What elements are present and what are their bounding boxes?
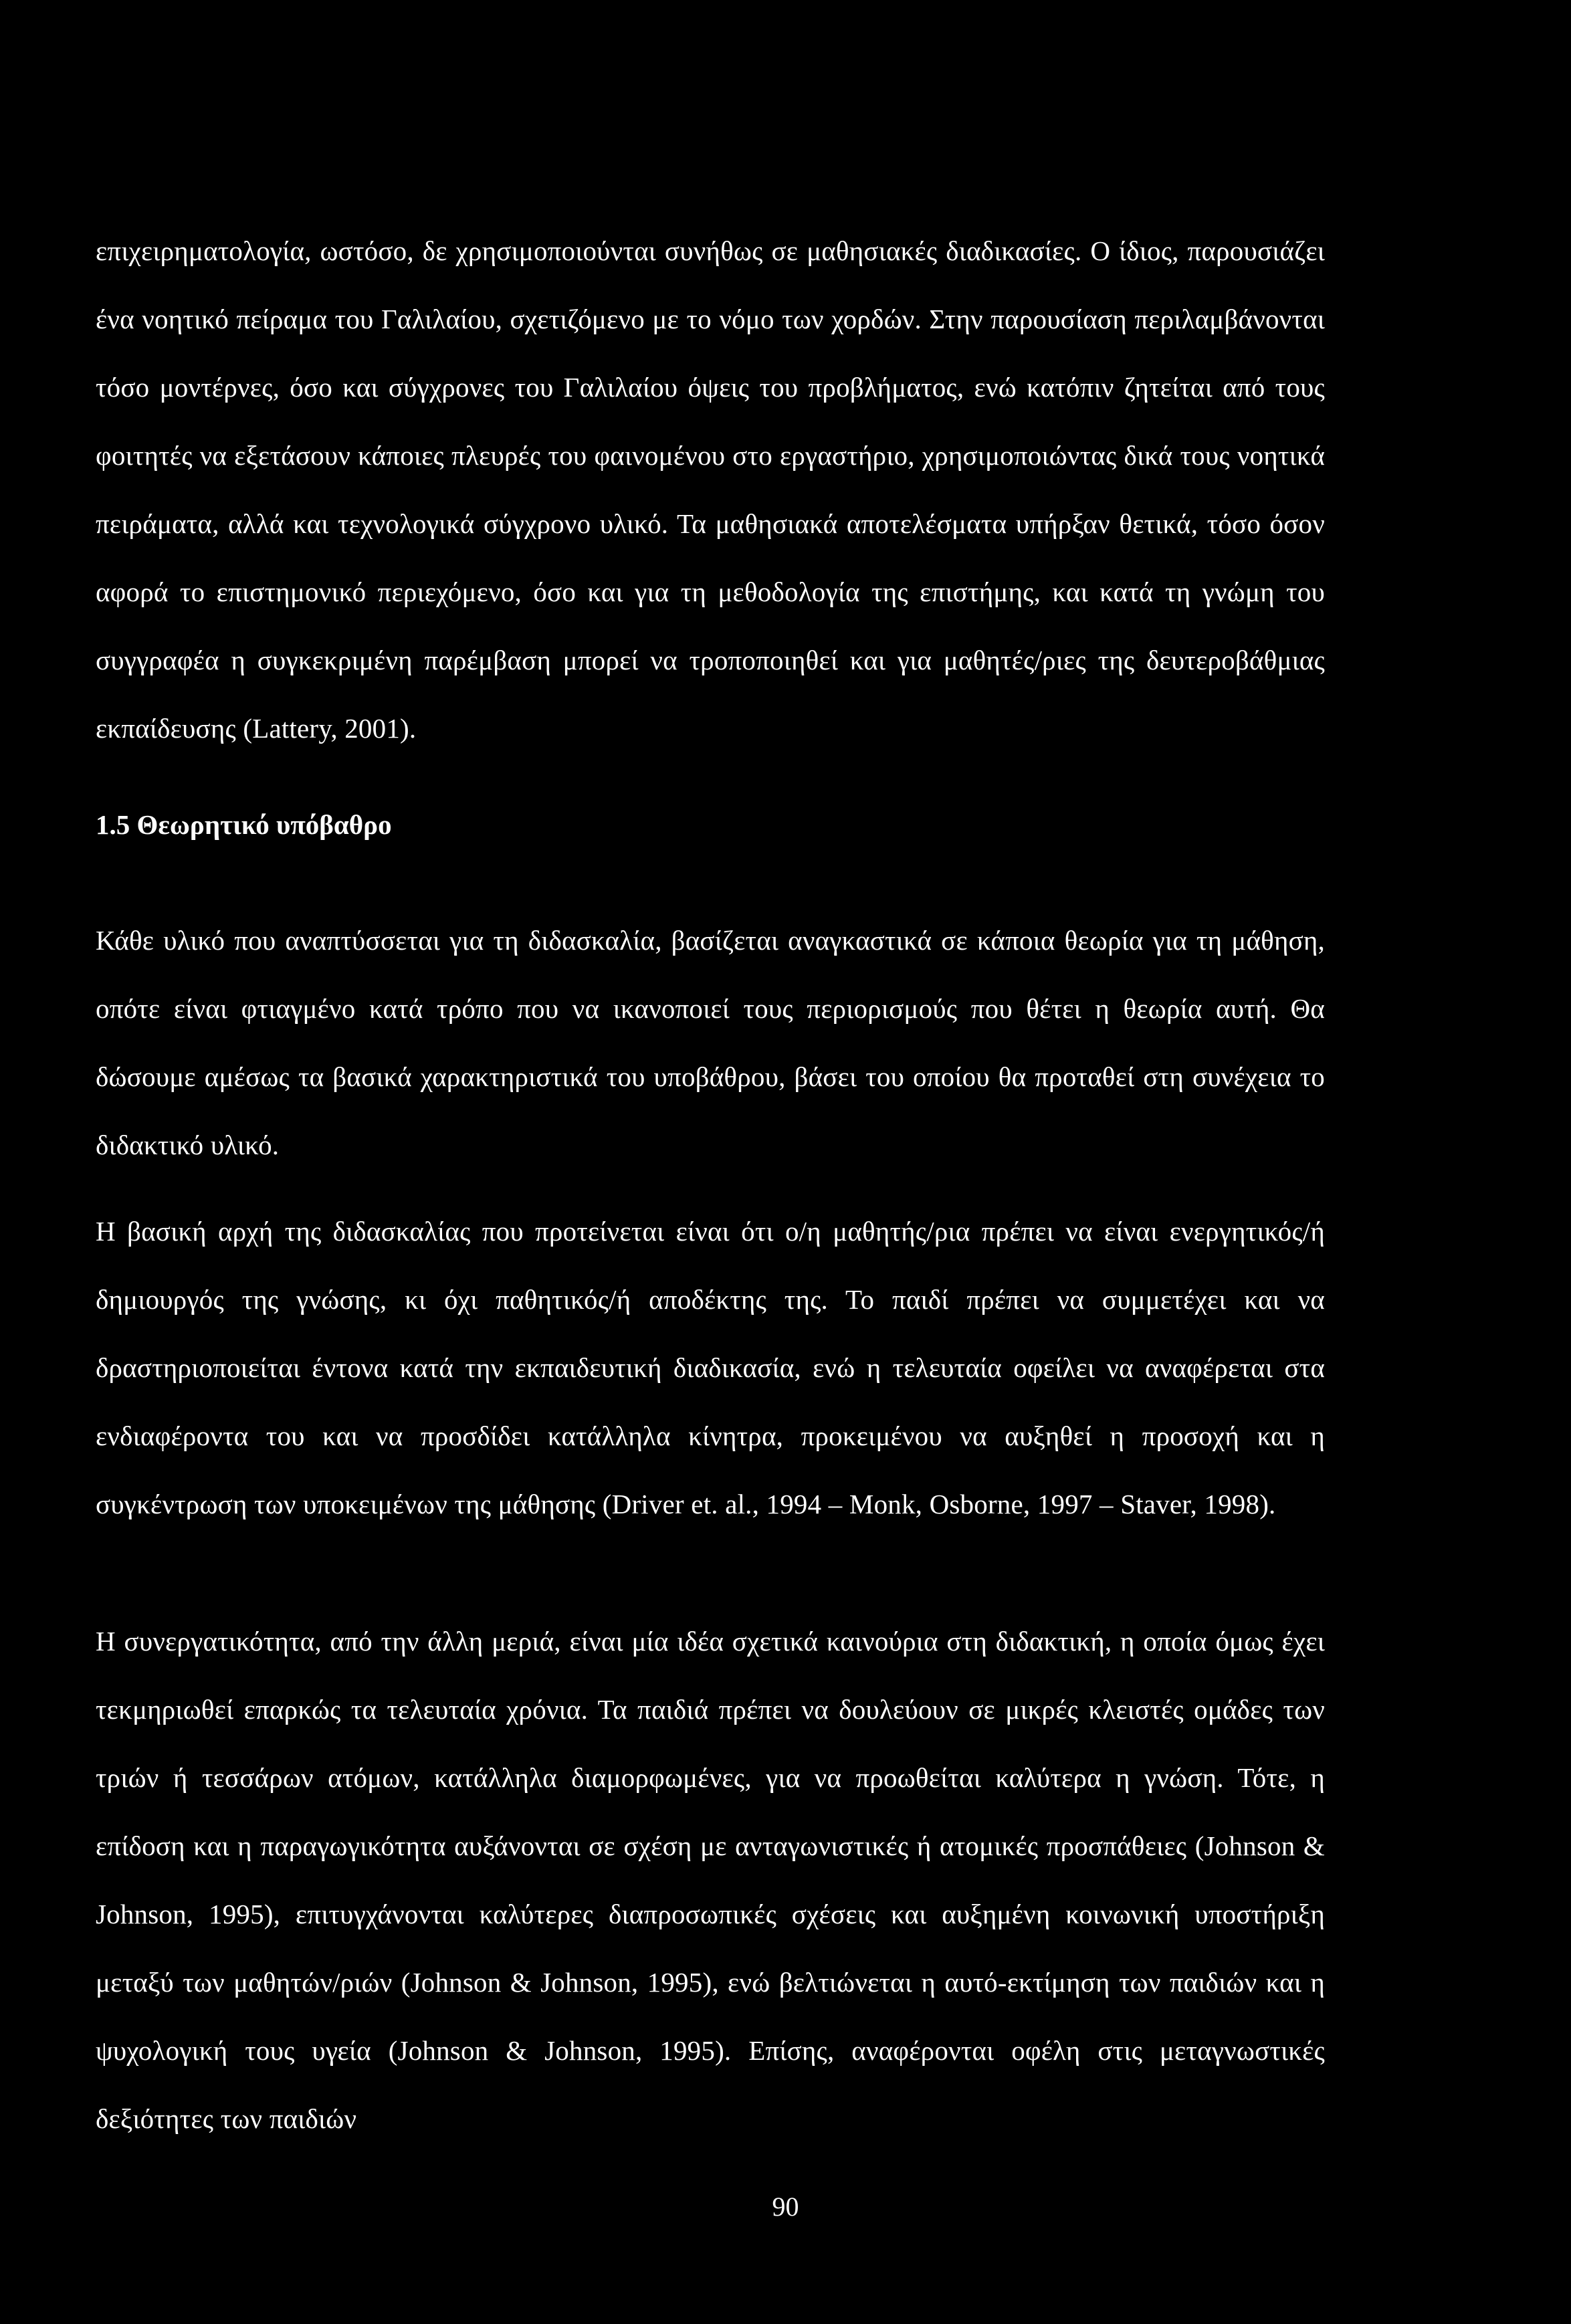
section-heading: 1.5 Θεωρητικό υπόβαθρο	[96, 809, 392, 840]
page-number: 90	[772, 2192, 799, 2222]
continuation-paragraph: επιχειρηματολογία, ωστόσο, δε χρησιμοποιούνται συνήθως σε μαθησιακές διαδικασίες. Ο ίδιος, παρουσιάζει ένα νοητικό πείραμα του Γαλιλαίου, σχετιζόμενο με το νόμο των χορδών. Στην παρουσίαση περιλαμβάνονται τόσο μοντέρνες, όσο και σύγχρονες του Γαλιλαίου όψεις του προβλήματος, ενώ κατόπιν ζητείται από τους φοιτητές να εξετάσουν κάποιες πλευρές του φαινομένου στο εργαστήριο, χρησιμοποιώντας δικά τους νοητικά πειράματα, αλλά και τεχνολογικά σύγχρονο υλικό. Τα μαθησιακά αποτελέσματα υπήρξαν θετικά, τόσο όσον αφορά το επιστημονικό περιεχόμενο, όσο και για τη μεθοδολογία της επιστήμης, και κατά τη γνώμη του συγγραφέα η συγκεκριμένη παρέμβαση μπορεί να τροποποιηθεί και για μαθητές/ριες της δευτεροβάθμιας εκπαίδευσης (Lattery, 2001).	[96, 235, 1325, 744]
body-paragraph: Η συνεργατικότητα, από την άλλη μεριά, είναι μία ιδέα σχετικά καινούρια στη διδακτική, η οποία όμως έχει τεκμηριωθεί επαρκώς τα τελευταία χρόνια. Τα παιδιά πρέπει να δουλεύουν σε μικρές κλειστές ομάδες των τριών ή τεσσάρων ατόμων, κατάλληλα διαμορφωμένες, για να προωθείται καλύτερα η γνώση. Τότε, η επίδοση και η παραγωγικότητα αυξάνονται σε σχέση με ανταγωνιστικές ή ατομικές προσπάθειες (Johnson & Johnson, 1995), επιτυγχάνονται καλύτερες διαπροσωπικές σχέσεις και αυξημένη κοινωνική υποστήριξη μεταξύ των μαθητών/ριών (Johnson & Johnson, 1995), ενώ βελτιώνεται η αυτό-εκτίμηση των παιδιών και η ψυχολογική τους υγεία (Johnson & Johnson, 1995). Επίσης, αναφέρονται οφέλη στις μεταγνωστικές δεξιότητες των παιδιών	[96, 1626, 1325, 2134]
body-paragraph: Κάθε υλικό που αναπτύσσεται για τη διδασκαλία, βασίζεται αναγκαστικά σε κάποια θεωρία για τη μάθηση, οπότε είναι φτιαγμένο κατά τρόπο που να ικανοποιεί τους περιορισμούς που θέτει η θεωρία αυτή. Θα δώσουμε αμέσως τα βασικά χαρακτηριστικά του υποβάθρου, βάσει του οποίου θα προταθεί στη συνέχεια το διδακτικό υλικό.	[96, 925, 1325, 1160]
body-paragraph: Η βασική αρχή της διδασκαλίας που προτείνεται είναι ότι ο/η μαθητής/ρια πρέπει να είναι ενεργητικός/ή δημιουργός της γνώσης, κι όχι παθητικός/ή αποδέκτης της. Το παιδί πρέπει να συμμετέχει και να δραστηριοποιείται έντονα κατά την εκπαιδευτική διαδικασία, ενώ η τελευταία οφείλει να αναφέρεται στα ενδιαφέροντα του και να προσδίδει κατάλληλα κίνητρα, προκειμένου να αυξηθεί η προσοχή και η συγκέντρωση των υποκειμένων της μάθησης (Driver et. al., 1994 – Monk, Osborne, 1997 – Staver, 1998).	[96, 1216, 1325, 1519]
